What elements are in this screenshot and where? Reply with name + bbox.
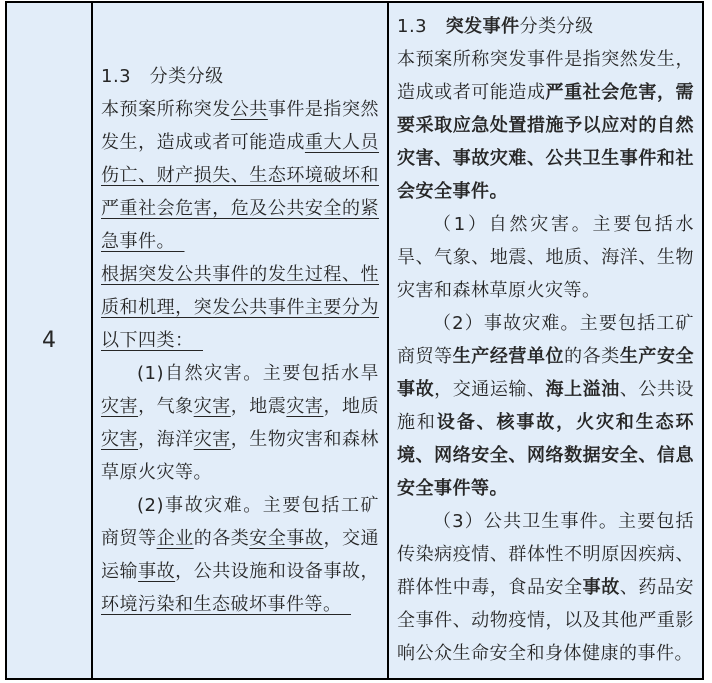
text-run: 环境污染和生态破坏事件等。	[101, 594, 351, 615]
text-run: 本预案所称突发事件是指突然发生，造成或者可能造成	[397, 49, 694, 103]
text-run: 灾害	[193, 429, 231, 450]
text-run: 海上溢油	[545, 379, 620, 400]
text-run: 灾害	[193, 396, 231, 417]
text-run: ，生物灾害和森林草原火灾等。	[101, 429, 380, 483]
text-run: （1）自然灾害。主要包括水旱、气象、地震、地质、海洋、生物灾害和森林草原火灾等。	[397, 214, 694, 301]
text-run: 灾害	[286, 396, 324, 417]
original-paragraph-accidents	[101, 489, 379, 621]
text-run: 重大人员伤亡、财产损失、生态环境破坏和严重社会危害，危及公共安全的紧急事件。	[101, 132, 380, 252]
text-run: ，公共设施和设备事故，	[175, 561, 380, 582]
original-paragraph-definition	[101, 93, 379, 258]
text-run: 本预案所称突发	[101, 99, 231, 120]
text-run: 1.3	[397, 16, 446, 37]
text-run: (1)自然灾害。主要包括水旱	[137, 363, 379, 384]
text-run: 灾害	[101, 429, 139, 450]
original-text-cell	[93, 3, 389, 678]
text-run: 的各类	[193, 528, 250, 549]
revised-paragraph-public-health	[397, 505, 694, 670]
text-run: 公共	[230, 99, 268, 120]
revised-paragraph-definition	[397, 43, 694, 208]
revised-paragraph-accidents	[397, 307, 694, 505]
text-run: 生产经营单位	[452, 346, 565, 367]
row-number: 4	[42, 328, 56, 353]
text-run: 根据突发公共事件的发生过程、性质和机理，突发公共事件主要分为以下四类：	[101, 264, 379, 351]
revised-heading	[397, 10, 694, 43]
text-run: 、公共设施和	[397, 379, 695, 433]
revised-text-cell	[389, 3, 702, 678]
text-run: （3）公共卫生事件。主要包括传染病疫情、群体性不明原因疾病、群体性中毒，食品安全	[397, 511, 694, 598]
text-run: 事件是指突然发生，造成或者可能造成	[101, 99, 380, 153]
text-run: 1.3 分类分级	[101, 66, 224, 87]
text-run: ，气象	[138, 396, 194, 417]
text-run: ，海洋	[138, 429, 194, 450]
text-run: （2）事故灾难。主要包括工矿商贸等	[397, 313, 694, 367]
text-run: 生产安全事故	[397, 346, 695, 400]
revision-comparison-table	[5, 1, 704, 680]
text-run: 突发事件	[445, 16, 520, 37]
text-run: ，交通运输	[101, 528, 380, 582]
revised-paragraph-natural-disasters	[397, 208, 694, 307]
text-run: ，地震	[230, 396, 287, 417]
text-run: (2)事故灾难。主要包括工矿商贸等	[101, 495, 379, 549]
original-paragraph-classification	[101, 258, 379, 357]
text-run: 、药品安全事件、动物疫情，以及其他严重影响公众生命安全和身体健康的事件。	[397, 577, 695, 664]
text-run: 灾害	[101, 396, 139, 417]
text-run: 严重社会危害，需要采取应急处置措施予以应对的自然灾害、事故灾难、公共卫生事件和社会安全事件。	[397, 82, 695, 202]
text-run: 事故	[582, 577, 620, 598]
text-run: ，交通运输、	[434, 379, 546, 400]
text-run: 设备、核事故，火灾和生态环境、网络安全、网络数据安全、信息安全事件等。	[397, 412, 695, 499]
text-run: 的各类	[564, 346, 620, 367]
text-run: ，地质	[323, 396, 380, 417]
row-number-cell	[7, 3, 93, 678]
text-run: 安全事故	[249, 528, 324, 549]
text-run: 企业	[156, 528, 194, 549]
original-heading	[101, 60, 379, 93]
text-run: 分类分级	[519, 16, 594, 37]
original-paragraph-natural-disasters	[101, 357, 379, 489]
text-run: 事故	[138, 561, 176, 582]
